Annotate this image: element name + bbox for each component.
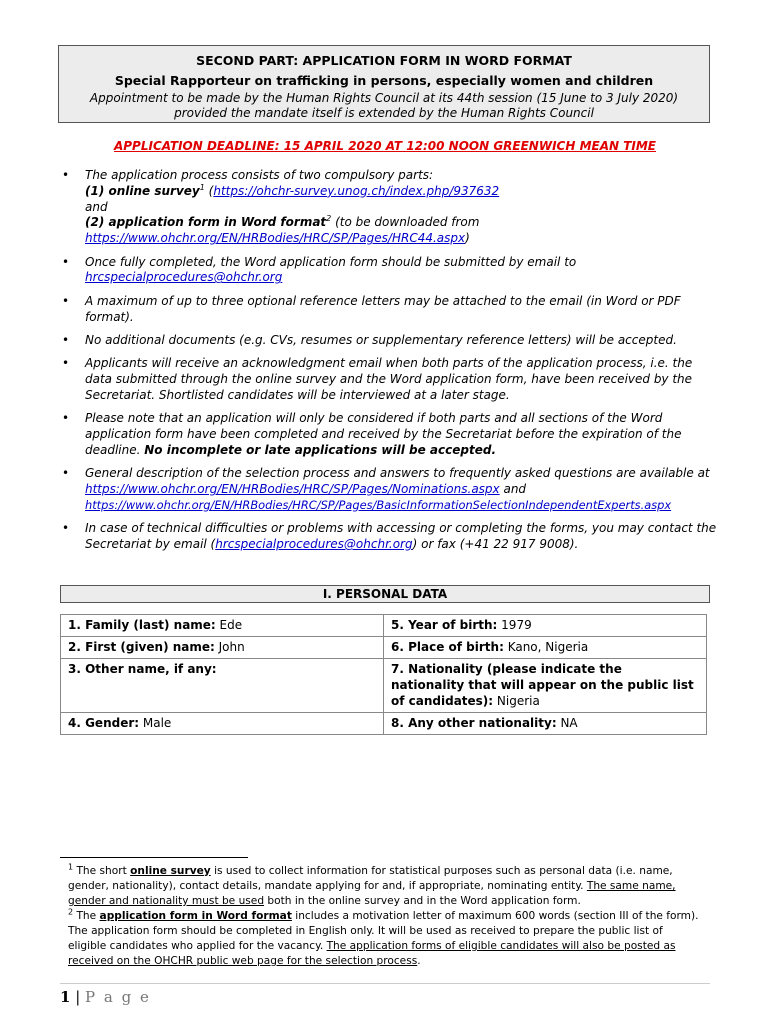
- header-box: [58, 45, 710, 123]
- header-title: SECOND PART: APPLICATION FORM IN WORD FORMAT: [196, 53, 572, 68]
- footnote-2: $^2$ The application form in Word format includes a motivation letter of maximum 600 words (section III of the form). The application form should be completed in English only. It will be used as received to prepare the public list of eligible candidates who applied for the vacancy. The application forms of eligible candidates will also be posted as received on the OHCHR public web page for the selection process.: [68, 907, 699, 967]
- list-item: • The application process consists of two compulsory parts: (1) online survey$^1$ (https://ohchr-survey.unog.ch/index.php/937632 and (2) application form in Word format$^2$ (to be downloaded from https://www.ohchr.org/EN/HRBodies/HRC/SP/Pages/HRC44.aspx): [62, 168, 500, 246]
- first-name-field[interactable]: 2. First (given) name: John: [61, 637, 384, 659]
- section-title: I. PERSONAL DATA: [60, 585, 710, 603]
- header-note-line2: provided the mandate itself is extended by the Human Rights Council: [174, 106, 594, 120]
- footnote-ref-1[interactable]: 1: [199, 182, 205, 192]
- application-deadline: APPLICATION DEADLINE: 15 APRIL 2020 AT 12:00 NOON GREENWICH MEAN TIME: [113, 139, 657, 153]
- other-name-field[interactable]: 3. Other name, if any:: [61, 659, 384, 713]
- table-row: [61, 713, 707, 735]
- header-note-line1: Appointment to be made by the Human Rights Council at its 44th session (15 June to 3 July 2020): [89, 91, 679, 105]
- nominations-link[interactable]: https://www.ohchr.org/EN/HRBodies/HRC/SP/Pages/Nominations.aspx: [85, 482, 500, 497]
- table-row: [61, 615, 707, 637]
- header-subtitle: Special Rapporteur on trafficking in persons, especially women and children: [114, 73, 654, 88]
- footnote-1: $^1$ The short online survey is used to collect information for statistical purposes such as personal data (i.e. name, gender, nationality), contact details, mandate applying for and, if appropriate, nominating entity. The same name, gender and nationality must be used both in the online survey and in the Word application form.: [68, 862, 676, 907]
- instructions-list: [60, 168, 720, 560]
- list-item: • In case of technical difficulties or problems with accessing or completing the forms, you may contact the Secretariat by email (hrcspecialprocedures@ohchr.org) or fax (+41 22 917 9008).: [62, 521, 717, 552]
- bullet-icon: •: [62, 332, 70, 347]
- bullet-icon: •: [62, 466, 70, 481]
- page-number: 1 | P a g e: [60, 988, 151, 1006]
- footer-divider: [60, 983, 710, 984]
- table-row: [61, 659, 707, 713]
- bullet-icon: •: [62, 521, 70, 536]
- family-name-field[interactable]: 1. Family (last) name: Ede: [61, 615, 384, 637]
- bullet-icon: •: [62, 293, 70, 308]
- place-of-birth-field[interactable]: 6. Place of birth: Kano, Nigeria: [384, 637, 707, 659]
- footnote-separator: [60, 857, 248, 858]
- list-item: • Once fully completed, the Word application form should be submitted by email to hrcspecialprocedures@ohchr.org: [62, 254, 577, 285]
- list-item: • Please note that an application will only be considered if both parts and all sections of the Word application form have been completed and received by the Secretariat before the expiration of the deadline. No incomplete or late applications will be accepted.: [62, 411, 682, 457]
- list-item: • A maximum of up to three optional reference letters may be attached to the email (in Word or PDF format).: [62, 293, 681, 324]
- list-item: • General description of the selection process and answers to frequently asked questions are available at https://www.ohchr.org/EN/HRBodies/HRC/SP/Pages/Nominations.aspx and https://www.ohchr.org/EN/HRBodies/HRC/SP/Pages/BasicInformationSelectionIndependentExperts.aspx: [62, 466, 710, 512]
- list-item: • No additional documents (e.g. CVs, resumes or supplementary reference letters) will be accepted.: [62, 332, 677, 347]
- table-row: [61, 637, 707, 659]
- email-link[interactable]: hrcspecialprocedures@ohchr.org: [215, 537, 413, 552]
- email-link[interactable]: hrcspecialprocedures@ohchr.org: [85, 270, 283, 285]
- survey-link[interactable]: https://ohchr-survey.unog.ch/index.php/937632: [213, 183, 500, 198]
- bullet-icon: •: [62, 411, 70, 426]
- bullet-icon: •: [62, 168, 70, 182]
- bullet-icon: •: [62, 356, 70, 371]
- word-form-label: (2) application form in Word format: [85, 215, 327, 230]
- gender-field[interactable]: 4. Gender: Male: [61, 713, 384, 735]
- personal-data-table: [60, 614, 707, 735]
- nationality-field[interactable]: 7. Nationality (please indicate the nationality that will appear on the public list of candidates): Nigeria: [384, 659, 707, 713]
- footnote-ref-2[interactable]: 2: [326, 214, 332, 224]
- other-nationality-field[interactable]: 8. Any other nationality: NA: [384, 713, 707, 735]
- basic-information-link[interactable]: https://www.ohchr.org/EN/HRBodies/HRC/SP/Pages/BasicInformationSelectionIndependentExperts.aspx: [85, 497, 672, 512]
- year-of-birth-field[interactable]: 5. Year of birth: 1979: [384, 615, 707, 637]
- hrc44-link[interactable]: https://www.ohchr.org/EN/HRBodies/HRC/SP/Pages/HRC44.aspx: [85, 231, 466, 246]
- online-survey-label: (1) online survey: [85, 183, 200, 198]
- bullet-icon: •: [62, 254, 70, 269]
- list-item: • Applicants will receive an acknowledgment email when both parts of the application process, i.e. the data submitted through the online survey and the Word application form, have been received by the Secretariat. Shortlisted candidates will be interviewed at a later stage.: [62, 356, 693, 402]
